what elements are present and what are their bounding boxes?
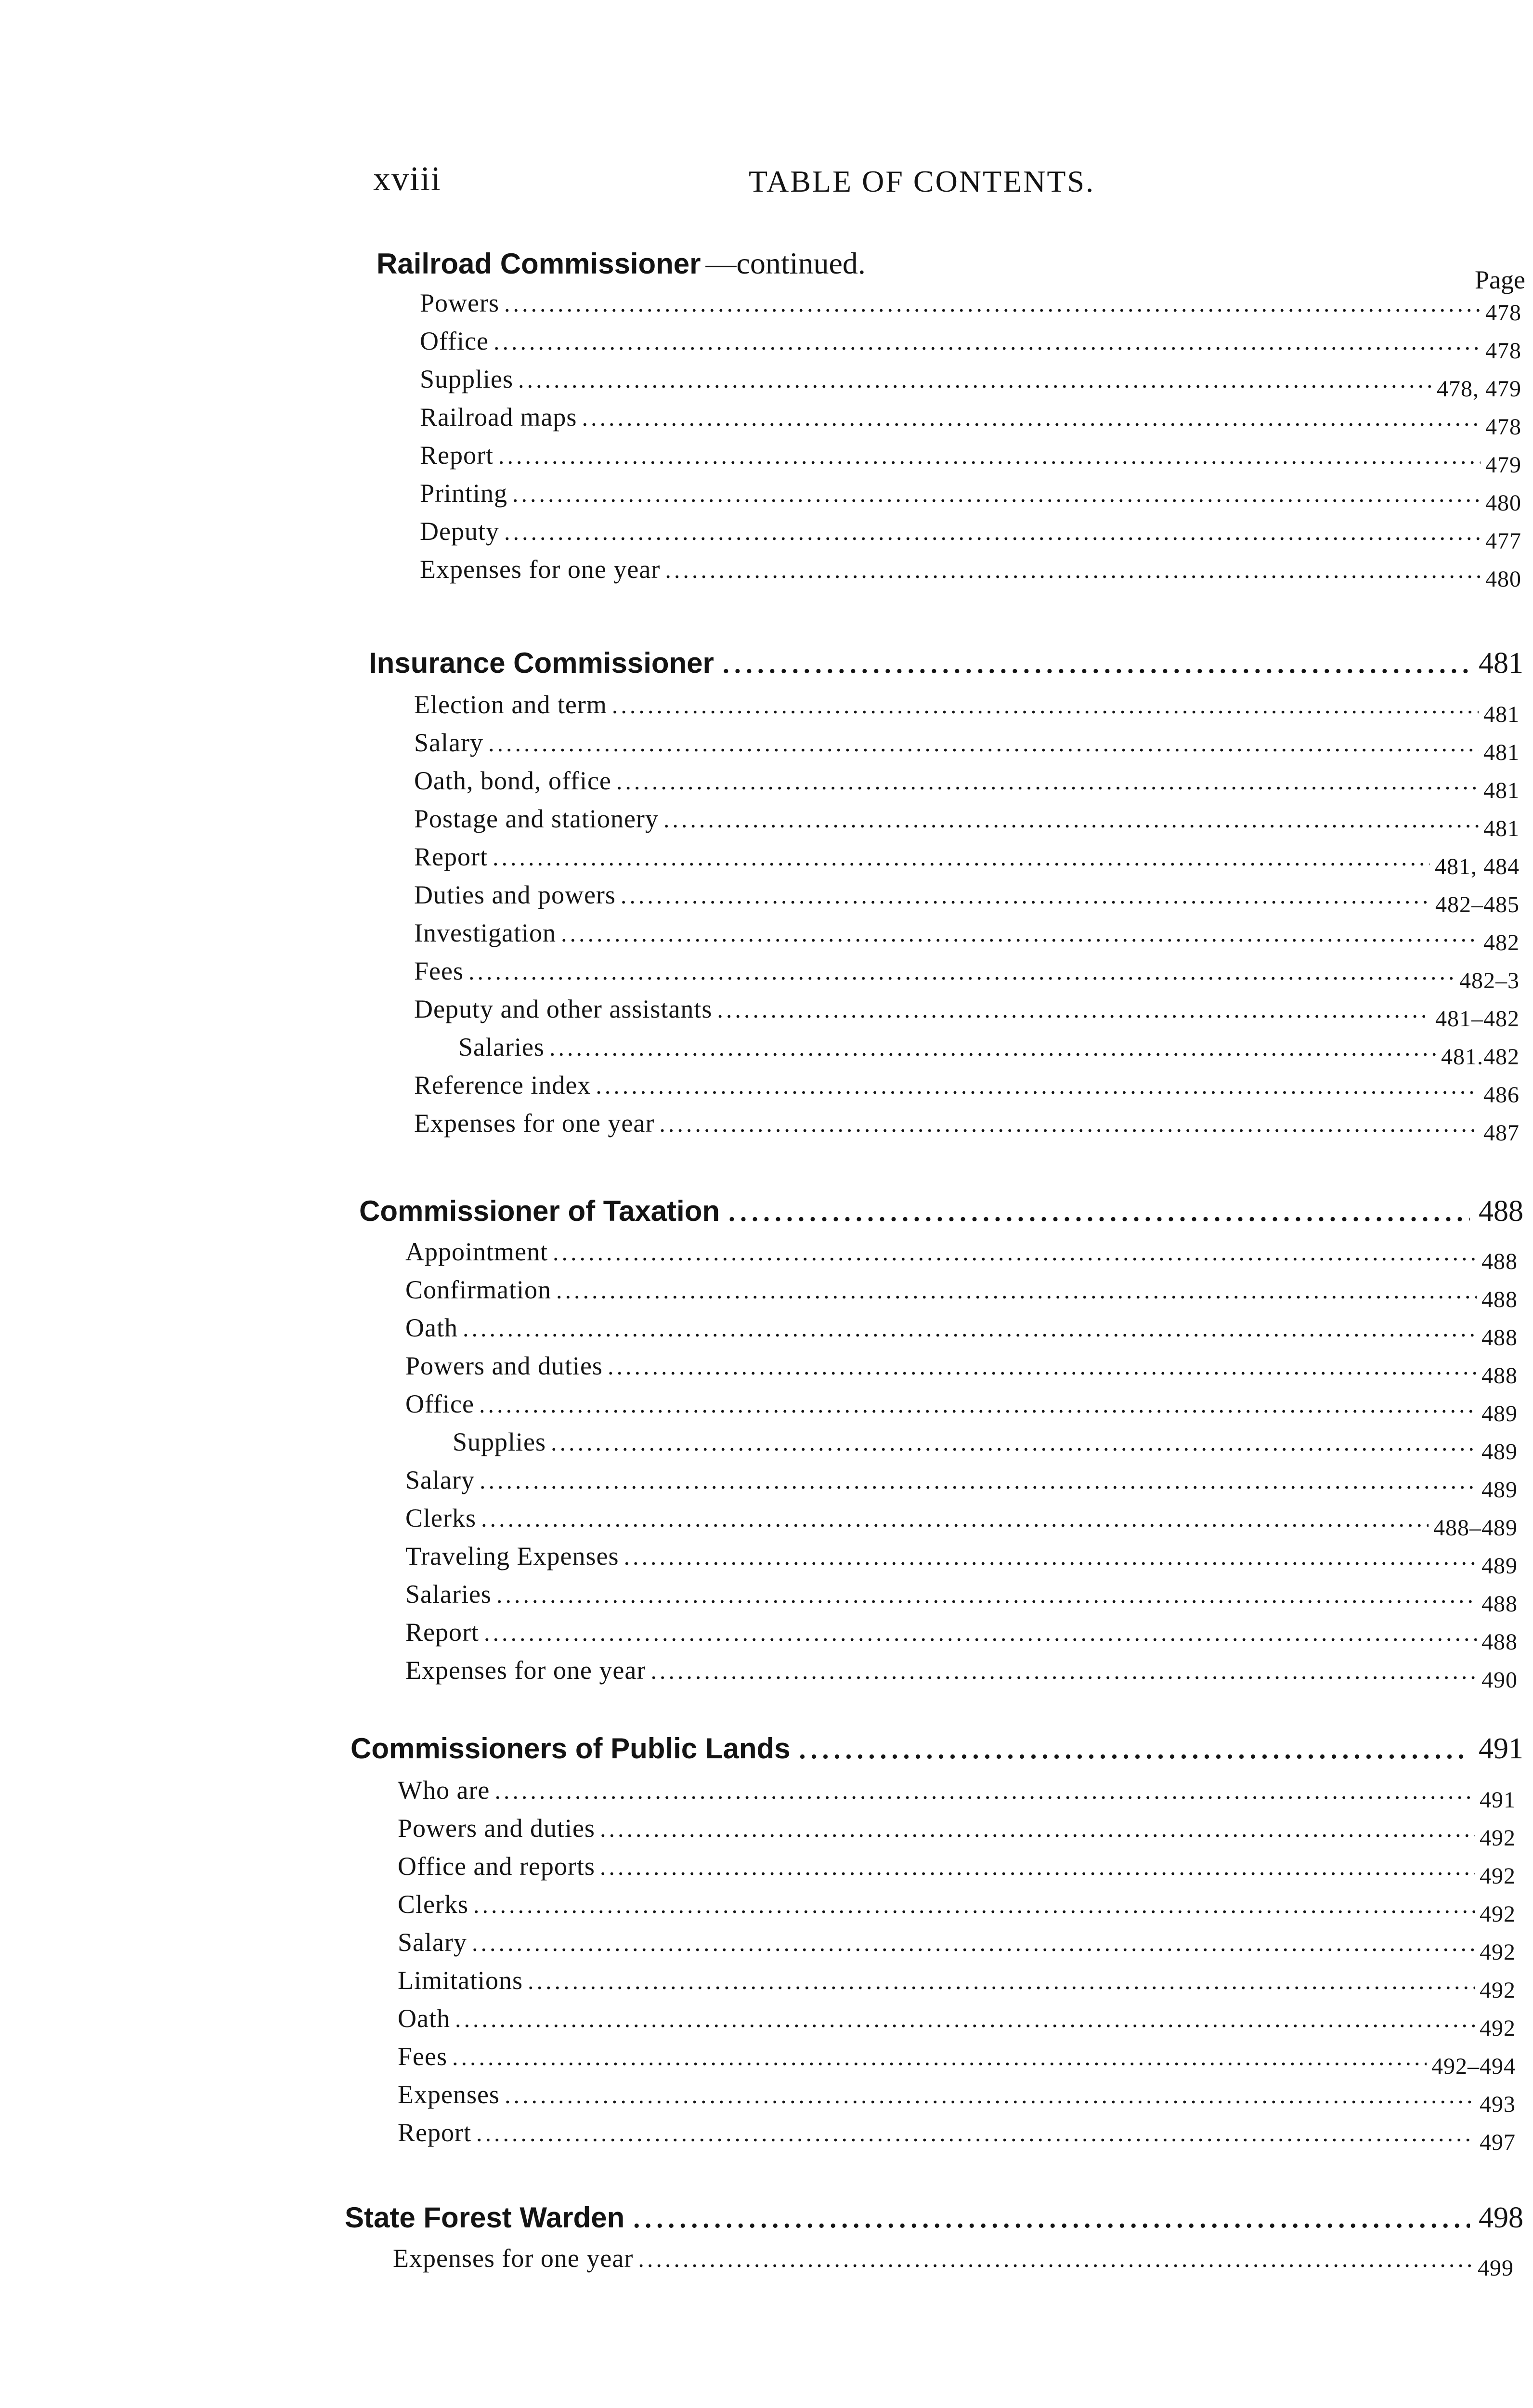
toc-entry — [414, 804, 1520, 841]
toc-entry-page: 481 — [1483, 740, 1520, 765]
toc-entry-page: 492 — [1480, 1901, 1516, 1927]
leader-dots — [612, 691, 1479, 719]
section-page-number: 481 — [1479, 647, 1523, 680]
toc-entry — [414, 994, 1520, 1032]
leader-dots — [621, 881, 1430, 909]
toc-entry-label: Report — [398, 2118, 471, 2147]
leader-dots — [493, 843, 1430, 871]
toc-entry — [398, 1927, 1516, 1965]
toc-entry-page: 481–482 — [1435, 1006, 1520, 1032]
toc-entry-page: 477 — [1485, 528, 1521, 554]
toc-entry — [453, 1427, 1518, 1465]
toc-entry-label: Office — [420, 327, 489, 355]
toc-entry — [420, 364, 1521, 402]
toc-entry-page: 492 — [1480, 1939, 1516, 1965]
toc-entry-label: Powers and duties — [398, 1814, 595, 1843]
toc-entry-label: Confirmation — [405, 1275, 551, 1304]
toc-entry — [414, 880, 1520, 917]
leader-dots — [494, 327, 1481, 355]
toc-entry — [414, 1070, 1520, 1108]
leader-dots — [650, 1657, 1477, 1685]
toc-entry-page: 489 — [1481, 1553, 1518, 1579]
leader-dots — [479, 1390, 1477, 1418]
toc-entry — [414, 766, 1520, 803]
leader-dots — [553, 1238, 1477, 1266]
section-heading — [345, 2201, 1523, 2239]
toc-entry-label: Oath — [398, 2004, 450, 2033]
toc-entry — [398, 1813, 1516, 1851]
toc-entry-label: Expenses — [398, 2080, 500, 2109]
toc-entry — [405, 1351, 1518, 1388]
toc-entry-label: Appointment — [405, 1237, 548, 1266]
toc-entry-label: Traveling Expenses — [405, 1542, 619, 1570]
leader-dots — [481, 1505, 1429, 1532]
toc-entry-page: 488 — [1481, 1363, 1518, 1388]
toc-entry — [405, 1237, 1518, 1274]
toc-entry — [414, 956, 1520, 994]
toc-entry-label: Oath — [405, 1313, 458, 1342]
section-page-number: 491 — [1479, 1732, 1523, 1765]
section-page-number: 488 — [1479, 1195, 1523, 1228]
toc-entry-page: 493 — [1480, 2092, 1516, 2117]
toc-entry — [398, 2080, 1516, 2117]
toc-entry-page: 482 — [1483, 930, 1520, 955]
toc-entry — [405, 1655, 1518, 1693]
toc-entry-page: 489 — [1481, 1439, 1518, 1465]
toc-entry — [420, 440, 1521, 478]
toc-entry-label: Reference index — [414, 1071, 591, 1099]
leader-dots — [624, 1543, 1477, 1570]
toc-entry — [398, 2118, 1516, 2155]
toc-entry-page: 478 — [1485, 338, 1521, 364]
toc-entry — [405, 1503, 1518, 1541]
toc-entry-label: Powers — [420, 288, 499, 317]
toc-entry-label: Report — [414, 842, 488, 871]
leader-dots — [561, 919, 1479, 947]
toc-entry-label: Powers and duties — [405, 1351, 603, 1380]
toc-entry-label: Election and term — [414, 690, 607, 719]
leader-dots — [488, 729, 1479, 757]
toc-entry-page: 488 — [1481, 1249, 1518, 1274]
toc-entry-page: 486 — [1483, 1082, 1520, 1108]
toc-entry-page: 481 — [1483, 816, 1520, 841]
toc-entry-label: Salaries — [458, 1033, 545, 1061]
leader-dots — [468, 957, 1455, 985]
toc-entry-label: Report — [420, 441, 494, 470]
toc-entry-label: Salary — [405, 1466, 475, 1494]
leader-dots — [608, 1352, 1477, 1380]
leader-dots — [512, 480, 1481, 508]
toc-entry-label: Salaries — [405, 1580, 492, 1609]
toc-entry-label: Office — [405, 1389, 474, 1418]
leader-dots — [717, 995, 1430, 1023]
toc-entry-label: Clerks — [398, 1890, 468, 1919]
leader-dots — [480, 1466, 1477, 1494]
toc-entry-page: 490 — [1481, 1667, 1518, 1693]
leader-dots — [616, 767, 1479, 795]
toc-entry-label: Expenses for one year — [393, 2244, 634, 2273]
toc-entry-label: Investigation — [414, 918, 556, 947]
toc-entry-page: 499 — [1478, 2255, 1514, 2281]
toc-entry — [414, 728, 1520, 765]
toc-entry-label: Salary — [414, 728, 483, 757]
toc-entry-page: 492 — [1480, 1825, 1516, 1851]
toc-entry — [398, 1965, 1516, 2003]
toc-entry-label: Supplies — [453, 1427, 546, 1456]
toc-entry — [405, 1313, 1518, 1350]
toc-entry-page: 491 — [1480, 1787, 1516, 1813]
leader-dots — [582, 404, 1481, 432]
toc-entry-label: Salary — [398, 1928, 467, 1957]
section-title: Commissioner of Taxation — [359, 1195, 720, 1227]
section-title: Commissioners of Public Lands — [351, 1732, 791, 1765]
toc-entry-label: Printing — [420, 479, 508, 508]
leader-dots — [472, 1929, 1475, 1957]
toc-entry — [398, 1851, 1516, 1889]
toc-entry — [405, 1275, 1518, 1312]
leader-dots — [496, 1581, 1477, 1609]
toc-entry-page: 488–489 — [1433, 1515, 1518, 1541]
leader-dots — [498, 442, 1481, 470]
leader-dots — [504, 289, 1481, 317]
section-title: Railroad Commissioner — [377, 248, 701, 280]
toc-entry-page: 479 — [1485, 452, 1521, 478]
leader-dots — [549, 1034, 1436, 1061]
toc-entry — [420, 326, 1521, 364]
toc-entry-page: 481.482 — [1441, 1044, 1520, 1070]
toc-entry — [414, 690, 1520, 727]
toc-entry — [405, 1617, 1518, 1655]
toc-entry-label: Clerks — [405, 1504, 476, 1532]
toc-entry — [420, 478, 1521, 516]
leader-dots — [600, 1853, 1475, 1881]
toc-entry — [393, 2243, 1514, 2281]
toc-entry — [420, 288, 1521, 326]
toc-entry — [414, 918, 1520, 955]
toc-entry-label: Duties and powers — [414, 880, 616, 909]
toc-entry-label: Deputy and other assistants — [414, 995, 713, 1023]
toc-entry-page: 481, 484 — [1435, 854, 1520, 879]
toc-entry-page: 478 — [1485, 300, 1521, 326]
toc-entry — [398, 1889, 1516, 1927]
toc-entry-label: Railroad maps — [420, 403, 577, 432]
toc-entry-label: Report — [405, 1618, 479, 1647]
toc-entry-label: Expenses for one year — [414, 1109, 655, 1138]
toc-entry-page: 497 — [1480, 2130, 1516, 2155]
section-continued-note: —continued. — [705, 246, 866, 280]
leader-dots — [452, 2043, 1427, 2071]
section-title: State Forest Warden — [345, 2201, 625, 2234]
toc-entry-page: 481 — [1483, 702, 1520, 727]
toc-entry-page: 488 — [1481, 1325, 1518, 1350]
page-column-label: Page — [1475, 265, 1525, 294]
toc-entry-page: 487 — [1483, 1120, 1520, 1146]
toc-entry — [405, 1579, 1518, 1617]
toc-entry — [420, 402, 1521, 440]
leader-dots — [551, 1428, 1477, 1456]
leader-dots — [633, 2203, 1470, 2234]
toc-entry — [398, 2003, 1516, 2041]
leader-dots — [484, 1619, 1477, 1647]
toc-entry-label: Expenses for one year — [405, 1656, 646, 1685]
toc-entry-page: 492 — [1480, 1977, 1516, 2003]
toc-entry — [398, 1775, 1516, 1813]
leader-dots — [463, 1314, 1477, 1342]
toc-entry-page: 489 — [1481, 1477, 1518, 1503]
leader-dots — [494, 1777, 1475, 1805]
toc-entry-page: 481 — [1483, 778, 1520, 803]
toc-entry — [405, 1389, 1518, 1426]
toc-entry-page: 480 — [1485, 566, 1521, 592]
leader-dots — [505, 2081, 1475, 2109]
toc-entry-label: Supplies — [420, 365, 514, 393]
leader-dots — [723, 649, 1470, 680]
leader-dots — [473, 1891, 1475, 1919]
toc-entry — [458, 1032, 1520, 1070]
toc-entry-page: 482–485 — [1435, 892, 1520, 917]
leader-dots — [528, 1967, 1475, 1995]
section-heading — [377, 246, 1523, 284]
toc-entry-label: Limitations — [398, 1966, 523, 1995]
section-page-number: 498 — [1479, 2201, 1523, 2234]
toc-entry-label: Expenses for one year — [420, 555, 661, 584]
leader-dots — [799, 1734, 1470, 1765]
toc-entry-page: 489 — [1481, 1401, 1518, 1426]
leader-dots — [504, 518, 1481, 546]
toc-entry-page: 488 — [1481, 1591, 1518, 1617]
toc-entry-label: Who are — [398, 1776, 490, 1805]
toc-entry-label: Postage and stationery — [414, 804, 659, 833]
leader-dots — [455, 2005, 1475, 2033]
page-folio: xviii — [373, 159, 442, 198]
leader-dots — [663, 805, 1479, 833]
leader-dots — [728, 1197, 1470, 1228]
leader-dots — [596, 1072, 1479, 1099]
toc-entry-page: 482–3 — [1459, 968, 1520, 994]
toc-entry-page: 488 — [1481, 1287, 1518, 1312]
leader-dots — [659, 1110, 1479, 1138]
section-heading — [351, 1732, 1523, 1770]
leader-dots — [600, 1815, 1475, 1843]
leader-dots — [638, 2245, 1473, 2273]
toc-entry — [414, 842, 1520, 879]
leader-dots — [518, 366, 1432, 393]
toc-entry-page: 488 — [1481, 1629, 1518, 1655]
toc-entry-page: 478 — [1485, 414, 1521, 440]
toc-entry-label: Fees — [398, 2042, 447, 2071]
toc-entry-page: 492–494 — [1431, 2054, 1516, 2079]
section-title: Insurance Commissioner — [369, 647, 714, 679]
running-head: TABLE OF CONTENTS. — [749, 164, 1095, 198]
leader-dots — [556, 1276, 1477, 1304]
section-heading — [359, 1194, 1523, 1233]
toc-entry — [420, 516, 1521, 554]
toc-entry-page: 492 — [1480, 1863, 1516, 1889]
toc-entry-label: Fees — [414, 956, 464, 985]
toc-entry — [420, 554, 1521, 592]
toc-entry-page: 492 — [1480, 2015, 1516, 2041]
toc-entry-page: 478, 479 — [1437, 376, 1521, 402]
toc-entry-page: 480 — [1485, 490, 1521, 516]
toc-entry — [405, 1541, 1518, 1579]
toc-entry-label: Oath, bond, office — [414, 766, 611, 795]
toc-entry — [398, 2042, 1516, 2079]
toc-entry-label: Office and reports — [398, 1852, 595, 1881]
section-heading — [369, 646, 1523, 685]
toc-entry-label: Deputy — [420, 517, 499, 546]
leader-dots — [476, 2119, 1475, 2147]
leader-dots — [665, 556, 1481, 584]
toc-entry — [405, 1465, 1518, 1503]
toc-entry — [414, 1108, 1520, 1146]
